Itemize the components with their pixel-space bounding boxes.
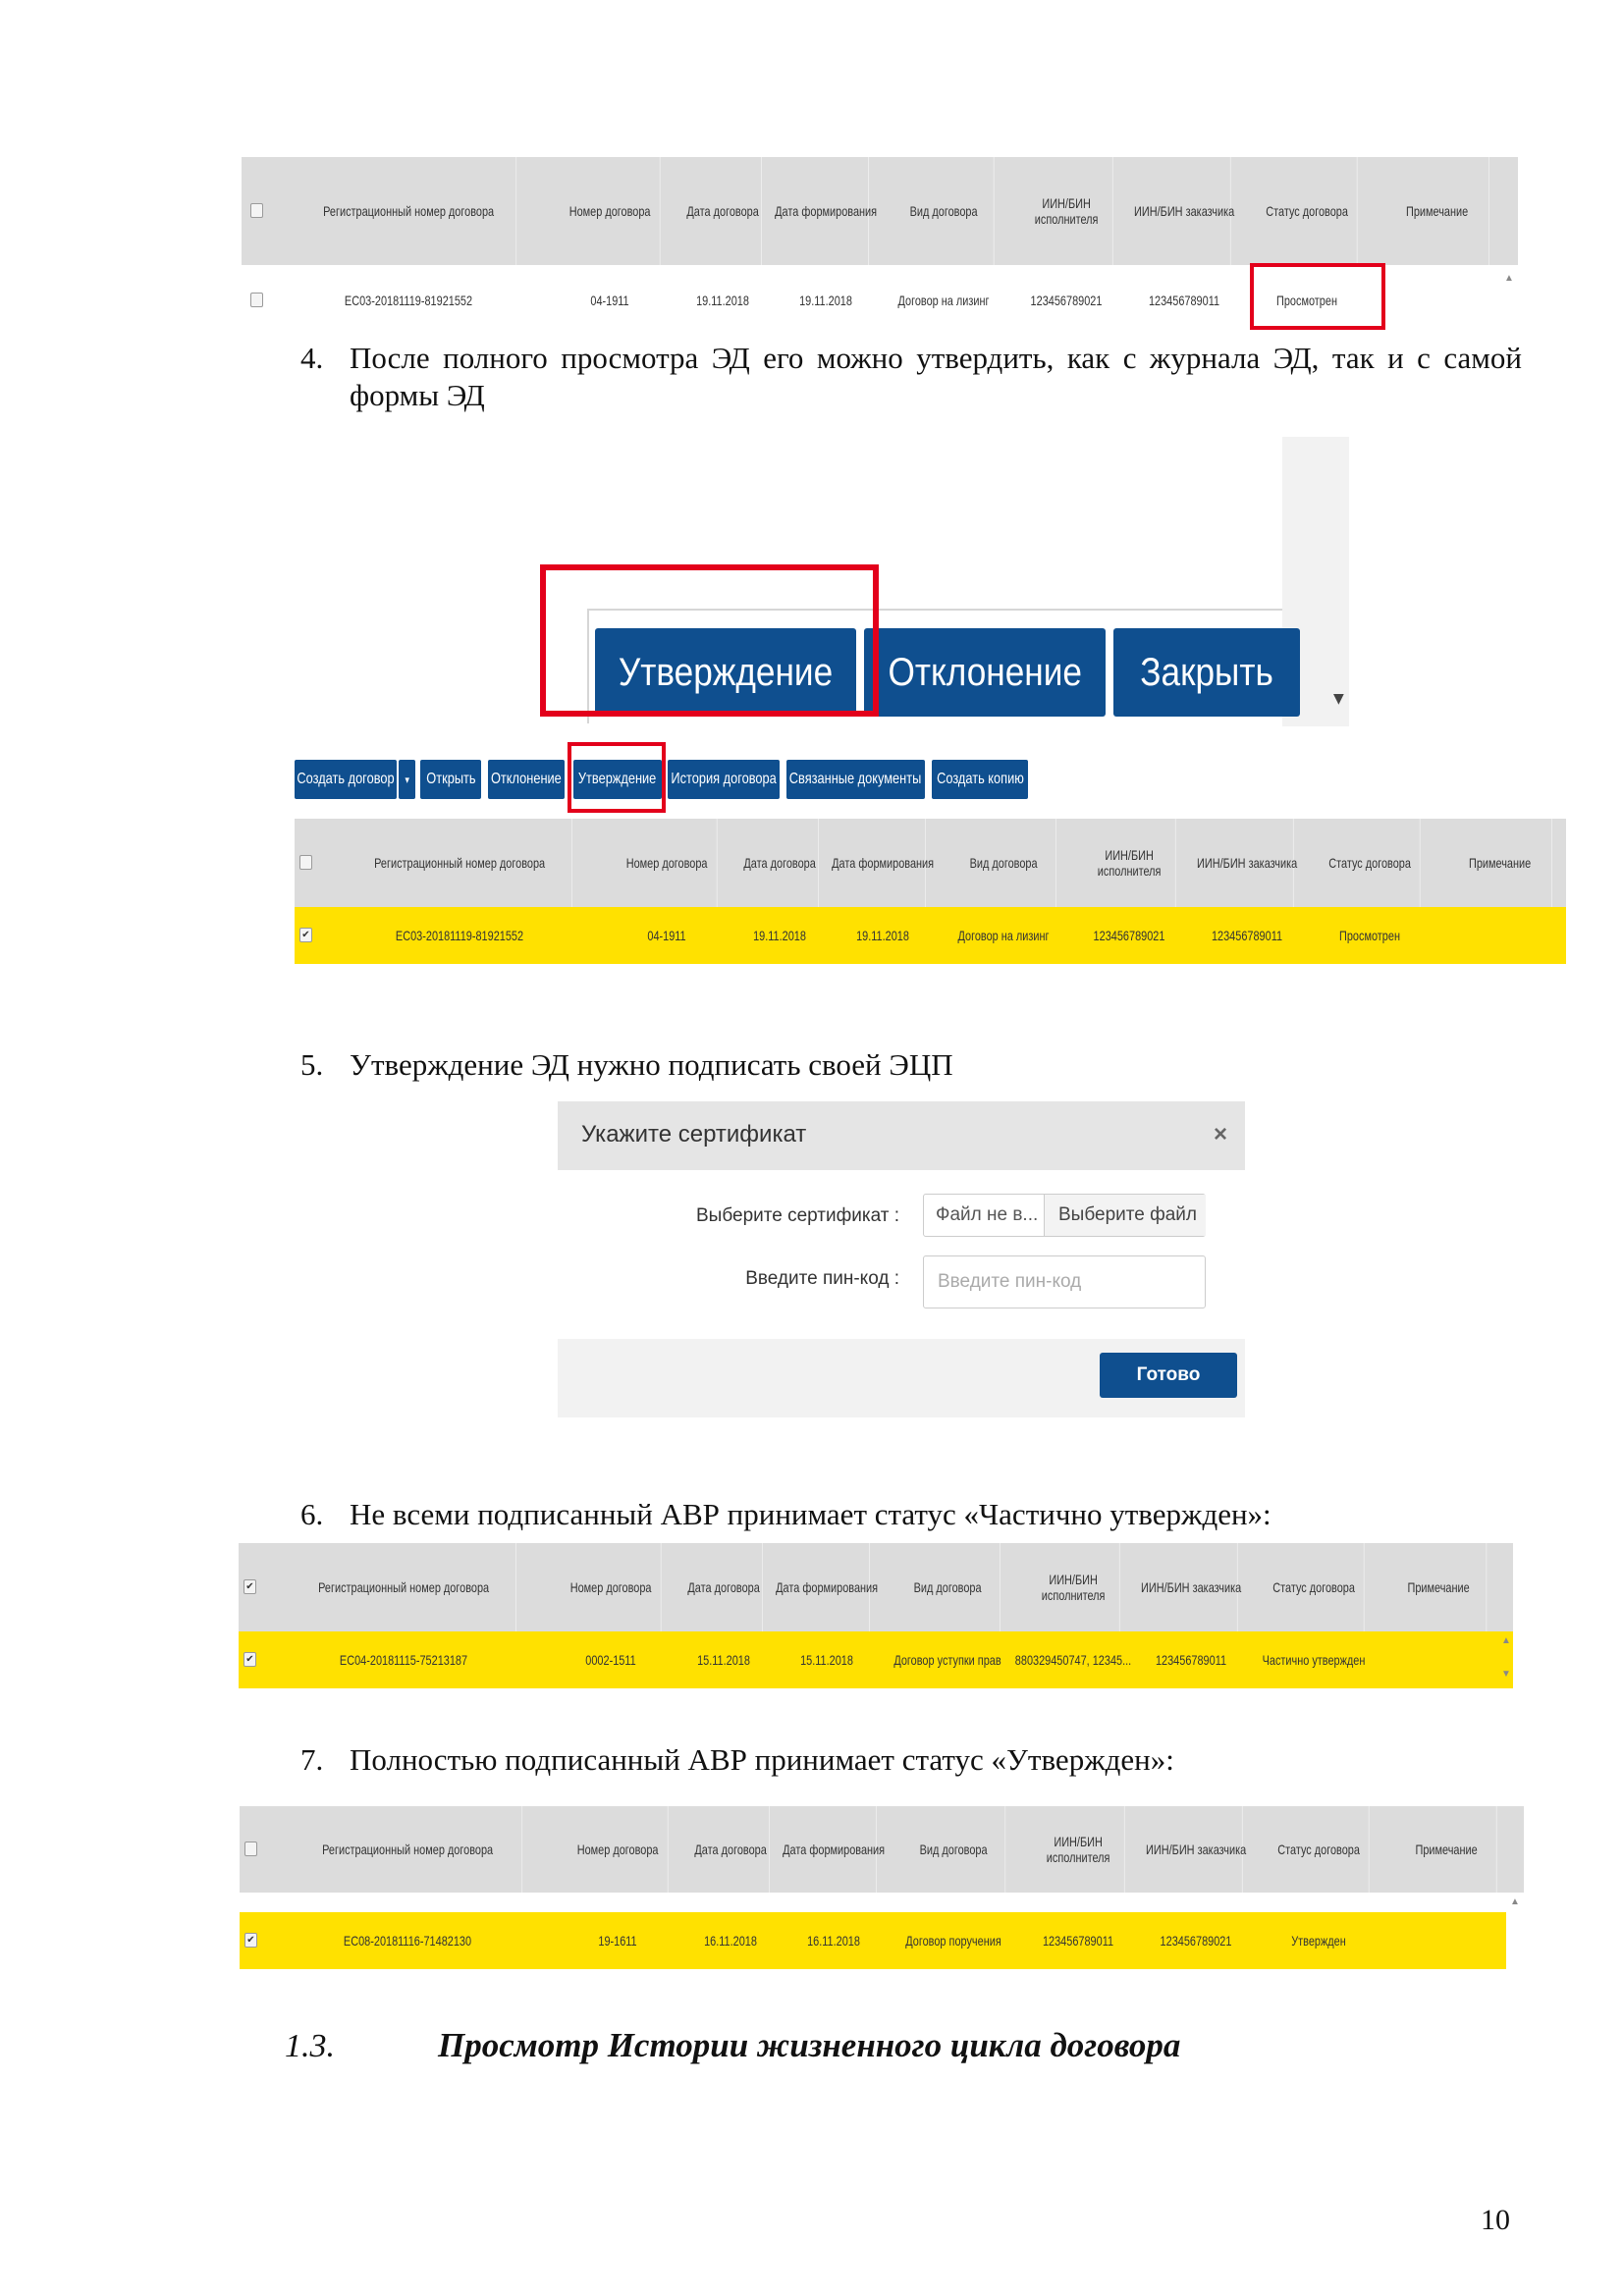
step-5-text: Утверждение ЭД нужно подписать своей ЭЦП: [350, 1047, 953, 1082]
cell-contract-type: Договор на лизинг: [897, 293, 990, 308]
cell-contract-number: 04-1911: [647, 928, 686, 943]
col-executor-iin[interactable]: ИИН/БИН исполнителя: [1083, 819, 1175, 907]
col-formation-date[interactable]: Дата формирования: [784, 1543, 870, 1631]
col-note[interactable]: Примечание: [1396, 1806, 1496, 1893]
col-contract-type[interactable]: Вид договора: [893, 157, 994, 265]
header-checkbox[interactable]: [244, 1842, 257, 1856]
cell-executor-iin: 123456789021: [1030, 293, 1103, 308]
col-formation-date[interactable]: Дата формирования: [784, 157, 869, 265]
history-button[interactable]: История договора: [668, 760, 780, 799]
header-checkbox[interactable]: [299, 855, 312, 870]
col-customer-iin[interactable]: ИИН/БИН заказчика: [1201, 819, 1293, 907]
cell-note: [1394, 1912, 1479, 1969]
open-button[interactable]: Открыть: [420, 760, 481, 799]
col-contract-type[interactable]: Вид договора: [902, 1806, 1005, 1893]
table-4: [240, 1806, 1524, 1983]
col-executor-iin[interactable]: ИИН/БИН исполнителя: [1032, 1806, 1124, 1893]
submit-label: Готово: [1136, 1364, 1201, 1385]
col-contract-type[interactable]: Вид договора: [895, 1543, 1001, 1631]
cell-reg-number: ЕС04-20181115-75213187: [339, 1652, 468, 1668]
pin-placeholder: Введите пин-код: [938, 1271, 1082, 1292]
create-dropdown-button[interactable]: [399, 760, 415, 799]
col-customer-iin[interactable]: ИИН/БИН заказчика: [1150, 1806, 1242, 1893]
cell-formation-date: 16.11.2018: [807, 1933, 860, 1949]
cell-contract-type: Договор поручения: [905, 1933, 1001, 1949]
col-formation-date[interactable]: Дата формирования: [840, 819, 926, 907]
table-row[interactable]: [240, 1912, 1506, 1969]
cell-note: [1448, 907, 1551, 964]
pin-label: Введите пин-код :: [745, 1268, 899, 1289]
col-customer-iin[interactable]: ИИН/БИН заказчика: [1138, 157, 1230, 265]
col-note[interactable]: Примечание: [1385, 157, 1489, 265]
cell-note: [1385, 265, 1488, 336]
table-2: [295, 819, 1566, 972]
highlight-approve-toolbar-box: [568, 742, 666, 813]
file-value: Файл не в...: [936, 1204, 1039, 1225]
step-4-text: После полного просмотра ЭД его можно утвердить, как с журнала ЭД, так и с самой формы ЭД: [350, 341, 1522, 412]
reject-toolbar-button[interactable]: Отклонение: [488, 760, 565, 799]
cell-customer-iin: 123456789011: [1155, 1652, 1227, 1668]
col-contract-number[interactable]: Номер договора: [561, 1543, 661, 1631]
cell-customer-iin: 123456789011: [1148, 293, 1220, 308]
col-contract-number[interactable]: Номер договора: [560, 157, 660, 265]
table-header: [242, 157, 1518, 265]
certificate-dialog: [558, 1101, 1245, 1417]
choose-file-label: Выберите файл: [1058, 1204, 1197, 1225]
col-contract-number[interactable]: Номер договора: [568, 1806, 668, 1893]
close-button[interactable]: Закрыть: [1113, 628, 1300, 717]
reject-button[interactable]: Отклонение: [864, 628, 1106, 717]
choose-file-button[interactable]: [1044, 1195, 1206, 1236]
cell-executor-iin: 123456789011: [1042, 1933, 1114, 1949]
col-contract-date[interactable]: Дата договора: [741, 819, 819, 907]
cell-customer-iin: 123456789021: [1160, 1933, 1232, 1949]
dialog-title: Укажите сертификат: [581, 1121, 807, 1148]
highlight-status-box: [1250, 263, 1385, 330]
cert-label: Выберите сертификат :: [696, 1205, 899, 1226]
col-note[interactable]: Примечание: [1391, 1543, 1488, 1631]
col-formation-date[interactable]: Дата формирования: [791, 1806, 877, 1893]
table-3: [239, 1543, 1513, 1690]
cell-status: Частично утвержден: [1262, 1652, 1366, 1668]
related-documents-button[interactable]: Связанные документы: [786, 760, 925, 799]
table-header: [239, 1543, 1513, 1631]
cell-status: Просмотрен: [1276, 293, 1337, 308]
step-5-number: 5.: [300, 1047, 324, 1082]
file-input[interactable]: [923, 1194, 1206, 1237]
col-contract-number[interactable]: Номер договора: [617, 819, 717, 907]
dialog-footer: [558, 1339, 1245, 1417]
page-number: 10: [1481, 2204, 1510, 2236]
submit-button[interactable]: [1100, 1353, 1237, 1398]
step-7-text: Полностью подписанный АВР принимает статус «Утвержден»:: [350, 1742, 1174, 1777]
col-status[interactable]: Статус договора: [1269, 1806, 1369, 1893]
step-6-paragraph: [300, 1496, 1522, 1535]
cell-executor-iin: 123456789021: [1093, 928, 1165, 943]
col-status[interactable]: Статус договора: [1320, 819, 1420, 907]
cell-contract-number: 04-1911: [590, 293, 629, 308]
close-icon[interactable]: ×: [1214, 1121, 1228, 1148]
cell-contract-date: 19.11.2018: [753, 928, 806, 943]
cell-formation-date: 19.11.2018: [799, 293, 852, 308]
dialog-header: [558, 1101, 1245, 1170]
col-contract-date[interactable]: Дата договора: [692, 1806, 770, 1893]
row-checkbox[interactable]: ✔: [299, 928, 312, 942]
col-note[interactable]: Примечание: [1448, 819, 1552, 907]
col-status[interactable]: Статус договора: [1264, 1543, 1364, 1631]
cell-contract-type: Договор на лизинг: [957, 928, 1050, 943]
col-reg-number[interactable]: Регистрационный номер договора: [292, 1543, 516, 1631]
scrollbar-up-icon[interactable]: ▲: [1510, 1896, 1520, 1907]
step-7-number: 7.: [300, 1742, 324, 1777]
table-gap: [240, 1893, 1524, 1904]
cell-status: Просмотрен: [1339, 928, 1400, 943]
table-header: [295, 819, 1566, 907]
step-4-number: 4.: [300, 341, 324, 375]
col-reg-number[interactable]: Регистрационный номер договора: [348, 819, 572, 907]
col-reg-number[interactable]: Регистрационный номер договора: [294, 1806, 522, 1893]
scrollbar-up-icon[interactable]: ▲: [1501, 1635, 1511, 1646]
cell-reg-number: ЕС08-20181116-71482130: [343, 1933, 472, 1949]
cell-executor-iin: 880329450747, 12345...: [1014, 1652, 1132, 1668]
cell-reg-number: ЕС03-20181119-81921552: [395, 928, 524, 943]
cell-customer-iin: 123456789011: [1211, 928, 1283, 943]
cell-formation-date: 15.11.2018: [800, 1652, 853, 1668]
table-header: [240, 1806, 1524, 1893]
row-checkbox[interactable]: ✔: [243, 1652, 256, 1667]
row-checkbox[interactable]: ✔: [244, 1933, 257, 1948]
col-executor-iin[interactable]: ИИН/БИН исполнителя: [1027, 1543, 1119, 1631]
step-5-paragraph: [300, 1046, 1522, 1086]
cell-status: Утвержден: [1291, 1933, 1346, 1949]
table-row[interactable]: [295, 907, 1566, 964]
section-number: 1.3.: [285, 2028, 335, 2064]
cell-contract-date: 16.11.2018: [704, 1933, 757, 1949]
col-reg-number[interactable]: Регистрационный номер договора: [301, 157, 516, 265]
header-checkbox[interactable]: [250, 203, 263, 218]
cell-note: [1391, 1631, 1487, 1688]
cell-contract-number: 19-1611: [598, 1933, 637, 1949]
step-6-number: 6.: [300, 1497, 324, 1531]
dropdown-arrow-icon[interactable]: ▼: [1333, 691, 1344, 707]
cell-contract-number: 0002-1511: [585, 1652, 636, 1668]
cell-contract-date: 19.11.2018: [696, 293, 749, 308]
scrollbar-up-icon[interactable]: ▲: [1504, 273, 1514, 284]
cell-reg-number: ЕС03-20181119-81921552: [344, 293, 473, 308]
section-title: Просмотр Истории жизненного цикла договора: [438, 2026, 1181, 2064]
scrollbar-down-icon[interactable]: ▼: [1501, 1669, 1511, 1680]
col-contract-date[interactable]: Дата договора: [684, 157, 762, 265]
table-row[interactable]: [239, 1631, 1513, 1688]
col-contract-type[interactable]: Вид договора: [951, 819, 1056, 907]
col-executor-iin[interactable]: ИИН/БИН исполнителя: [1020, 157, 1112, 265]
col-status[interactable]: Статус договора: [1257, 157, 1357, 265]
col-customer-iin[interactable]: ИИН/БИН заказчика: [1145, 1543, 1237, 1631]
step-7-paragraph: [300, 1741, 1522, 1781]
header-checkbox[interactable]: ✔: [243, 1579, 256, 1594]
approve-toolbar-button[interactable]: Утверждение: [573, 760, 662, 799]
copy-button[interactable]: Создать копию: [932, 760, 1028, 799]
cell-formation-date: 19.11.2018: [856, 928, 909, 943]
chevron-down-icon: ▾: [405, 774, 409, 786]
step-6-text: Не всеми подписанный АВР принимает статус «Частично утвержден»:: [350, 1497, 1271, 1531]
cell-contract-type: Договор уступки прав: [893, 1652, 1001, 1668]
highlight-approve-box: [540, 564, 879, 717]
col-contract-date[interactable]: Дата договора: [685, 1543, 763, 1631]
approve-button[interactable]: Утверждение: [595, 628, 856, 717]
create-contract-button[interactable]: Создать договор: [295, 760, 397, 799]
pin-input[interactable]: [923, 1255, 1206, 1308]
step-4-paragraph: [300, 340, 1522, 418]
row-checkbox[interactable]: [250, 293, 263, 307]
cell-contract-date: 15.11.2018: [697, 1652, 750, 1668]
